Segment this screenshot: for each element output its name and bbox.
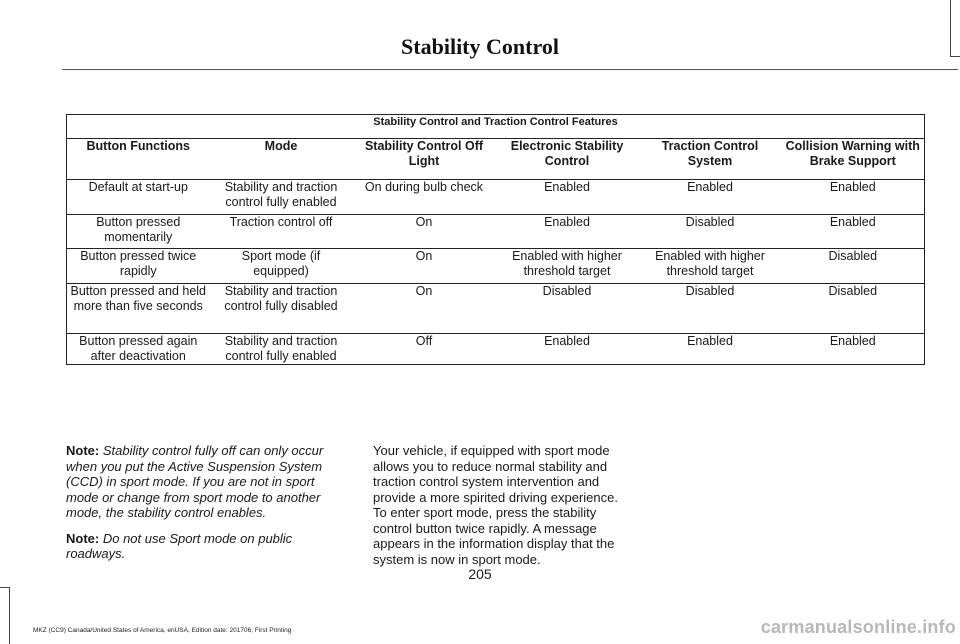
column-header: Mode — [210, 139, 353, 180]
title-divider — [62, 69, 958, 70]
table-cell: Stability and traction control fully disabled — [210, 284, 353, 334]
table-cell: Enabled — [782, 215, 925, 249]
table-row — [67, 180, 925, 215]
table-cell: Disabled — [639, 215, 782, 249]
table-cell: On — [353, 249, 496, 284]
column-header: Collision Warning with Brake Support — [782, 139, 925, 180]
table-cell: Stability and traction control fully enabled — [210, 180, 353, 215]
table-row — [67, 284, 925, 334]
table-cell: On — [353, 284, 496, 334]
table-cell: Enabled — [639, 334, 782, 365]
features-table — [66, 114, 925, 365]
column-header: Stability Control Off Light — [353, 139, 496, 180]
note-label: Note: — [66, 443, 100, 458]
page-title: Stability Control — [401, 34, 559, 59]
table-row — [67, 249, 925, 284]
page-number: 205 — [468, 566, 492, 582]
sport-mode-paragraph: Your vehicle, if equipped with sport mode allows you to reduce normal stability and traction control system intervention and provide a more spirited driving experience. To enter sport mode, press the stability control button twice rapidly. A message appears in the information display that the system is now in sport mode. — [373, 443, 618, 567]
table-cell: Enabled — [496, 215, 639, 249]
table-cell: On during bulb check — [353, 180, 496, 215]
note-paragraph — [66, 443, 346, 521]
table-caption: Stability Control and Traction Control Features — [67, 115, 925, 139]
note-text: Do not use Sport mode on public roadways. — [66, 530, 293, 561]
table-cell: Button pressed momentarily — [67, 215, 210, 249]
table-cell: Disabled — [639, 284, 782, 334]
table-cell: Enabled — [782, 180, 925, 215]
table-cell: Sport mode (if equipped) — [210, 249, 353, 284]
notes-column — [66, 443, 346, 572]
table-row — [67, 334, 925, 365]
note-label: Note: — [66, 530, 100, 546]
table-cell: Button pressed again after deactivation — [67, 334, 210, 365]
table-cell: On — [353, 215, 496, 249]
crop-mark-bottom-left — [0, 587, 10, 644]
table-cell: Disabled — [782, 284, 925, 334]
table-cell: Off — [353, 334, 496, 365]
table-cell: Enabled with higher threshold target — [496, 249, 639, 284]
column-header: Traction Control System — [639, 139, 782, 180]
table-cell: Enabled with higher threshold target — [639, 249, 782, 284]
watermark: carmanualsonline.info — [760, 617, 956, 637]
column-header: Button Functions — [67, 139, 210, 180]
table-cell: Disabled — [496, 284, 639, 334]
table-cell: Stability and traction control fully enabled — [210, 334, 353, 365]
table-row — [67, 215, 925, 249]
table-cell: Button pressed and held more than five seconds — [67, 284, 210, 334]
note-paragraph — [66, 531, 346, 562]
table-cell: Enabled — [639, 180, 782, 215]
table-cell: Default at start-up — [67, 180, 210, 215]
table-cell: Enabled — [496, 180, 639, 215]
column-header: Electronic Stability Control — [496, 139, 639, 180]
table-cell: Button pressed twice rapidly — [67, 249, 210, 284]
table-cell: Disabled — [782, 249, 925, 284]
table-cell: Enabled — [782, 334, 925, 365]
note-text: Stability control fully off can only occur when you put the Active Suspension System (CCD) in sport mode. If you are not in sport mode or change from sport mode to another mode, the stability control enables. — [66, 443, 324, 520]
edition-info: MKZ (CC9) Canada/United States of America, enUSA, Edition date: 201706, First Printing — [33, 627, 292, 634]
table-cell: Enabled — [496, 334, 639, 365]
table-cell: Traction control off — [210, 215, 353, 249]
